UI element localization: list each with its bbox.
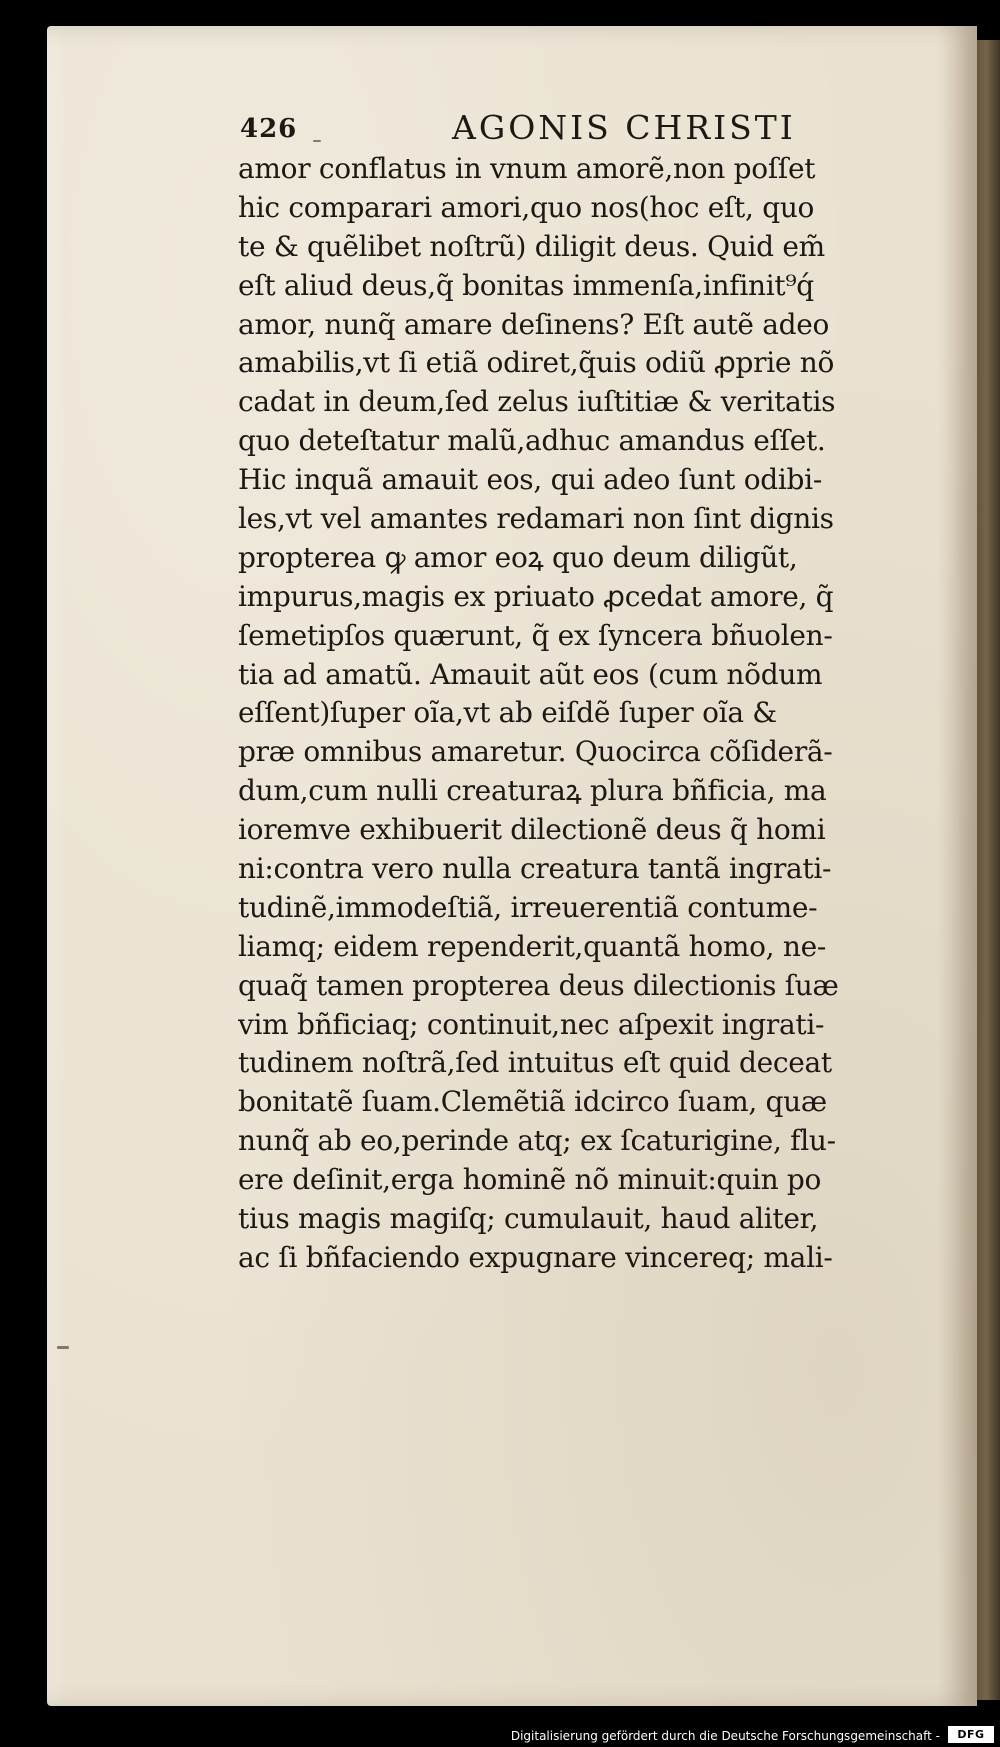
text-line: ni:contra vero nulla creatura tantã ingrati-: [238, 852, 832, 886]
text-line: hic comparari amori,quo nos(hoc eſt, quo: [238, 190, 815, 224]
text-line: ac ſi bñfaciendo expugnare vincereq; mali-: [238, 1240, 833, 1274]
text-line: les,vt vel amantes redamari non ſint dignis: [238, 502, 834, 536]
text-line: nunq̃ ab eo,perinde atq; ex ſcaturigine, flu-: [238, 1124, 836, 1158]
text-line: liamq; eidem rependerit,quantã homo, ne-: [238, 929, 827, 963]
text-line: amabilis,vt ſi etiã odiret,q̃uis odiũ ꝓprie nõ: [238, 346, 835, 380]
text-line: bonitatẽ ſuam.Clemẽtiã idcirco ſuam, quæ: [238, 1085, 827, 1119]
text-line: tia ad amatũ. Amauit aũt eos (cum nõdum: [238, 657, 823, 691]
text-line: eſſent)ſuper oĩa,vt ab eiſdẽ ſuper oĩa &: [238, 696, 777, 730]
text-line: præ omnibus amaretur. Quocirca cõſiderã-: [238, 735, 833, 769]
text-line: impurus,magis ex priuato ꝓcedat amore, q̃: [238, 579, 834, 613]
text-line: quo deteſtatur malũ,adhuc amandus eſſet.: [238, 424, 826, 458]
running-title: AGONIS CHRISTI: [452, 108, 796, 147]
text-line: ſemetipſos quærunt, q̃ ex ſyncera bñuolen-: [238, 618, 833, 652]
text-line: tudinẽ,immodeſtiã, irreuerentiã contume-: [238, 890, 818, 924]
margin-mark: [313, 140, 321, 142]
text-line: te & quẽlibet noſtrũ) diligit deus. Quid em̃: [238, 229, 825, 263]
text-line: ere deſinit,erga hominẽ nõ minuit:quin po: [238, 1163, 822, 1197]
text-line: dum,cum nulli creaturaꝝ plura bñficia, ma: [238, 774, 827, 808]
text-line: amor, nunq̃ amare deſinens? Eſt autẽ adeo: [238, 307, 830, 341]
text-line: eſt aliud deus,q̃ bonitas immenſa,infinit⁹q́: [238, 268, 814, 302]
text-line: tius magis magiſq; cumulauit, haud aliter,: [238, 1202, 819, 1236]
funding-credit: Digitalisierung gefördert durch die Deutsche Forschungsgemeinschaft -: [510, 1729, 940, 1743]
margin-mark: [57, 1346, 69, 1349]
text-line: ioremve exhibuerit dilectionẽ deus q̃ homi: [238, 813, 826, 847]
text-line: tudinem noſtrã,ſed intuitus eſt quid deceat: [238, 1046, 832, 1080]
page-number: 426: [240, 114, 298, 144]
text-line: cadat in deum,ſed zelus iuſtitiæ & veritatis: [238, 385, 836, 419]
text-line: Hic inquã amauit eos, qui adeo ſunt odibi-: [238, 463, 822, 497]
text-block: [238, 150, 938, 1278]
text-line: quaq̃ tamen propterea deus dilectionis ſuæ: [238, 968, 839, 1002]
text-line: amor conflatus in vnum amorẽ,non poſſet: [238, 152, 816, 185]
dfg-logo: DFG: [948, 1726, 994, 1743]
text-line: vim bñficiaq; continuit,nec aſpexit ingrati-: [238, 1007, 825, 1041]
text-line: propterea ꝙ amor eoꝝ quo deum diligũt,: [238, 540, 798, 574]
